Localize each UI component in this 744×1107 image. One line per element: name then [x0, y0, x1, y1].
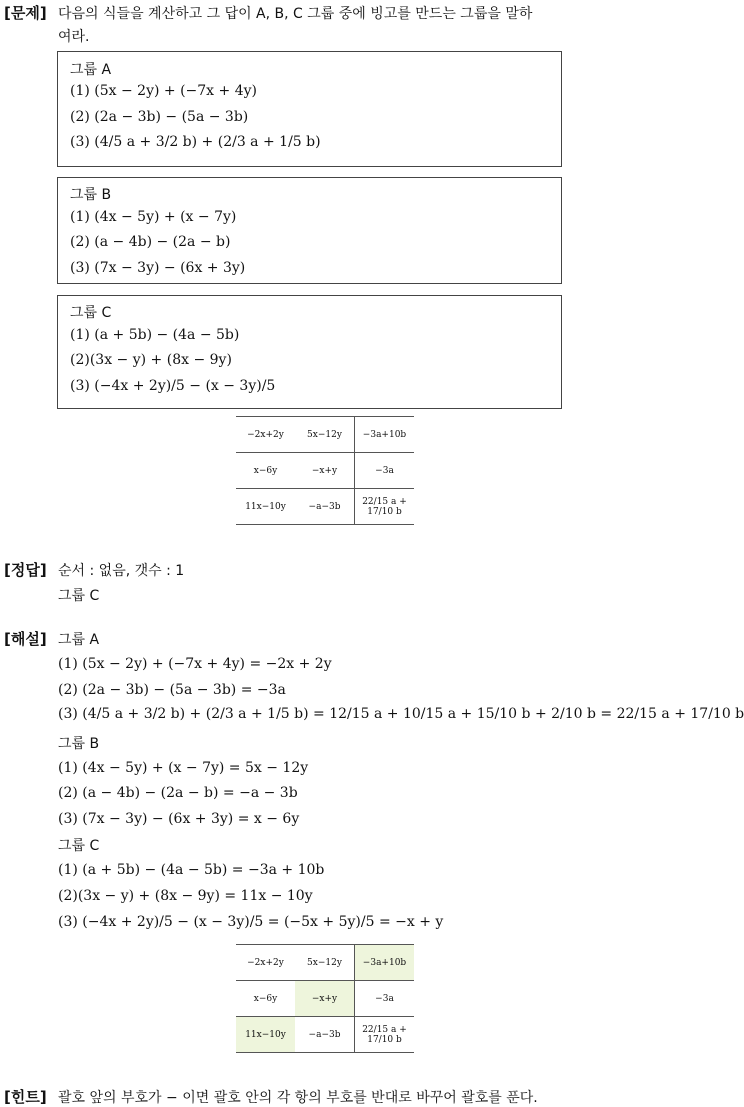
grid-cell: −3a — [355, 981, 415, 1017]
grid-cell: x−6y — [236, 981, 295, 1017]
hint-text: 괄호 앞의 부호가 − 이면 괄호 안의 각 항의 부호를 반대로 바꾸어 괄호를 푼다. — [58, 1090, 538, 1106]
group-a-item-1: (1) (5x − 2y) + (−7x + 4y) — [70, 83, 257, 99]
solution-b2: (2) (a − 4b) − (2a − b) = −a − 3b — [58, 785, 298, 801]
group-b-title: 그룹 B — [70, 187, 112, 203]
solution-c1: (1) (a + 5b) − (4a − 5b) = −3a + 10b — [58, 862, 325, 878]
group-c-item-3: (3) (−4x + 2y)/5 − (x − 3y)/5 — [70, 378, 276, 394]
grid-cell-highlighted: −x+y — [295, 981, 355, 1017]
grid-cell: 5x−12y — [295, 945, 355, 981]
solution-group-b: 그룹 B — [58, 736, 100, 752]
solution-a2: (2) (2a − 3b) − (5a − 3b) = −3a — [58, 682, 286, 698]
group-b-box — [57, 177, 562, 284]
hint-tag: [힌트] — [4, 1088, 47, 1106]
solution-bingo-grid — [236, 944, 414, 1053]
grid-cell-highlighted: 11x−10y — [236, 1017, 295, 1053]
solution-group-c: 그룹 C — [58, 838, 100, 854]
group-c-box — [57, 295, 562, 409]
group-c-title: 그룹 C — [70, 305, 112, 321]
group-c-item-2: (2)(3x − y) + (8x − 9y) — [70, 352, 232, 368]
group-a-box — [57, 51, 562, 167]
grid-cell: −a−3b — [295, 1017, 355, 1053]
group-c-item-1: (1) (a + 5b) − (4a − 5b) — [70, 327, 240, 343]
solution-tag: [해설] — [4, 630, 47, 648]
grid-cell: −3a — [355, 453, 415, 489]
solution-group-a: 그룹 A — [58, 632, 100, 648]
group-a-title: 그룹 A — [70, 62, 112, 78]
group-b-item-1: (1) (4x − 5y) + (x − 7y) — [70, 209, 237, 225]
solution-a1: (1) (5x − 2y) + (−7x + 4y) = −2x + 2y — [58, 656, 332, 672]
solution-a3: (3) (4/5 a + 3/2 b) + (2/3 a + 1/5 b) = 12/15 a + 10/15 a + 15/10 b + 2/10 b = 22/15 a + 17/10 b — [58, 706, 744, 722]
answer-tag: [정답] — [4, 561, 47, 579]
problem-tag: [문제] — [4, 4, 47, 22]
grid-cell: −x+y — [295, 453, 355, 489]
solution-b1: (1) (4x − 5y) + (x − 7y) = 5x − 12y — [58, 760, 309, 776]
grid-cell: −a−3b — [295, 489, 355, 525]
grid-cell: x−6y — [236, 453, 295, 489]
problem-bingo-grid — [236, 416, 414, 525]
grid-cell: 22/15 a + 17/10 b — [355, 489, 415, 525]
answer-group: 그룹 C — [58, 588, 100, 604]
grid-cell: −3a+10b — [355, 417, 415, 453]
grid-cell-highlighted: −3a+10b — [355, 945, 415, 981]
grid-cell: 11x−10y — [236, 489, 295, 525]
answer-order-count: 순서 : 없음, 갯수 : 1 — [58, 563, 185, 579]
solution-b3: (3) (7x − 3y) − (6x + 3y) = x − 6y — [58, 811, 300, 827]
grid-cell: 22/15 a + 17/10 b — [355, 1017, 415, 1053]
problem-text-line2: 여라. — [58, 29, 90, 45]
group-b-item-3: (3) (7x − 3y) − (6x + 3y) — [70, 260, 246, 276]
group-a-item-2: (2) (2a − 3b) − (5a − 3b) — [70, 109, 249, 125]
solution-c2: (2)(3x − y) + (8x − 9y) = 11x − 10y — [58, 888, 313, 904]
grid-cell: 5x−12y — [295, 417, 355, 453]
group-b-item-2: (2) (a − 4b) − (2a − b) — [70, 234, 231, 250]
grid-cell: −2x+2y — [236, 417, 295, 453]
grid-cell: −2x+2y — [236, 945, 295, 981]
problem-text-line1: 다음의 식들을 계산하고 그 답이 A, B, C 그룹 중에 빙고를 만드는 그룹을 말하 — [58, 6, 533, 22]
solution-c3: (3) (−4x + 2y)/5 − (x − 3y)/5 = (−5x + 5y)/5 = −x + y — [58, 914, 444, 930]
group-a-item-3: (3) (4/5 a + 3/2 b) + (2/3 a + 1/5 b) — [70, 134, 321, 150]
